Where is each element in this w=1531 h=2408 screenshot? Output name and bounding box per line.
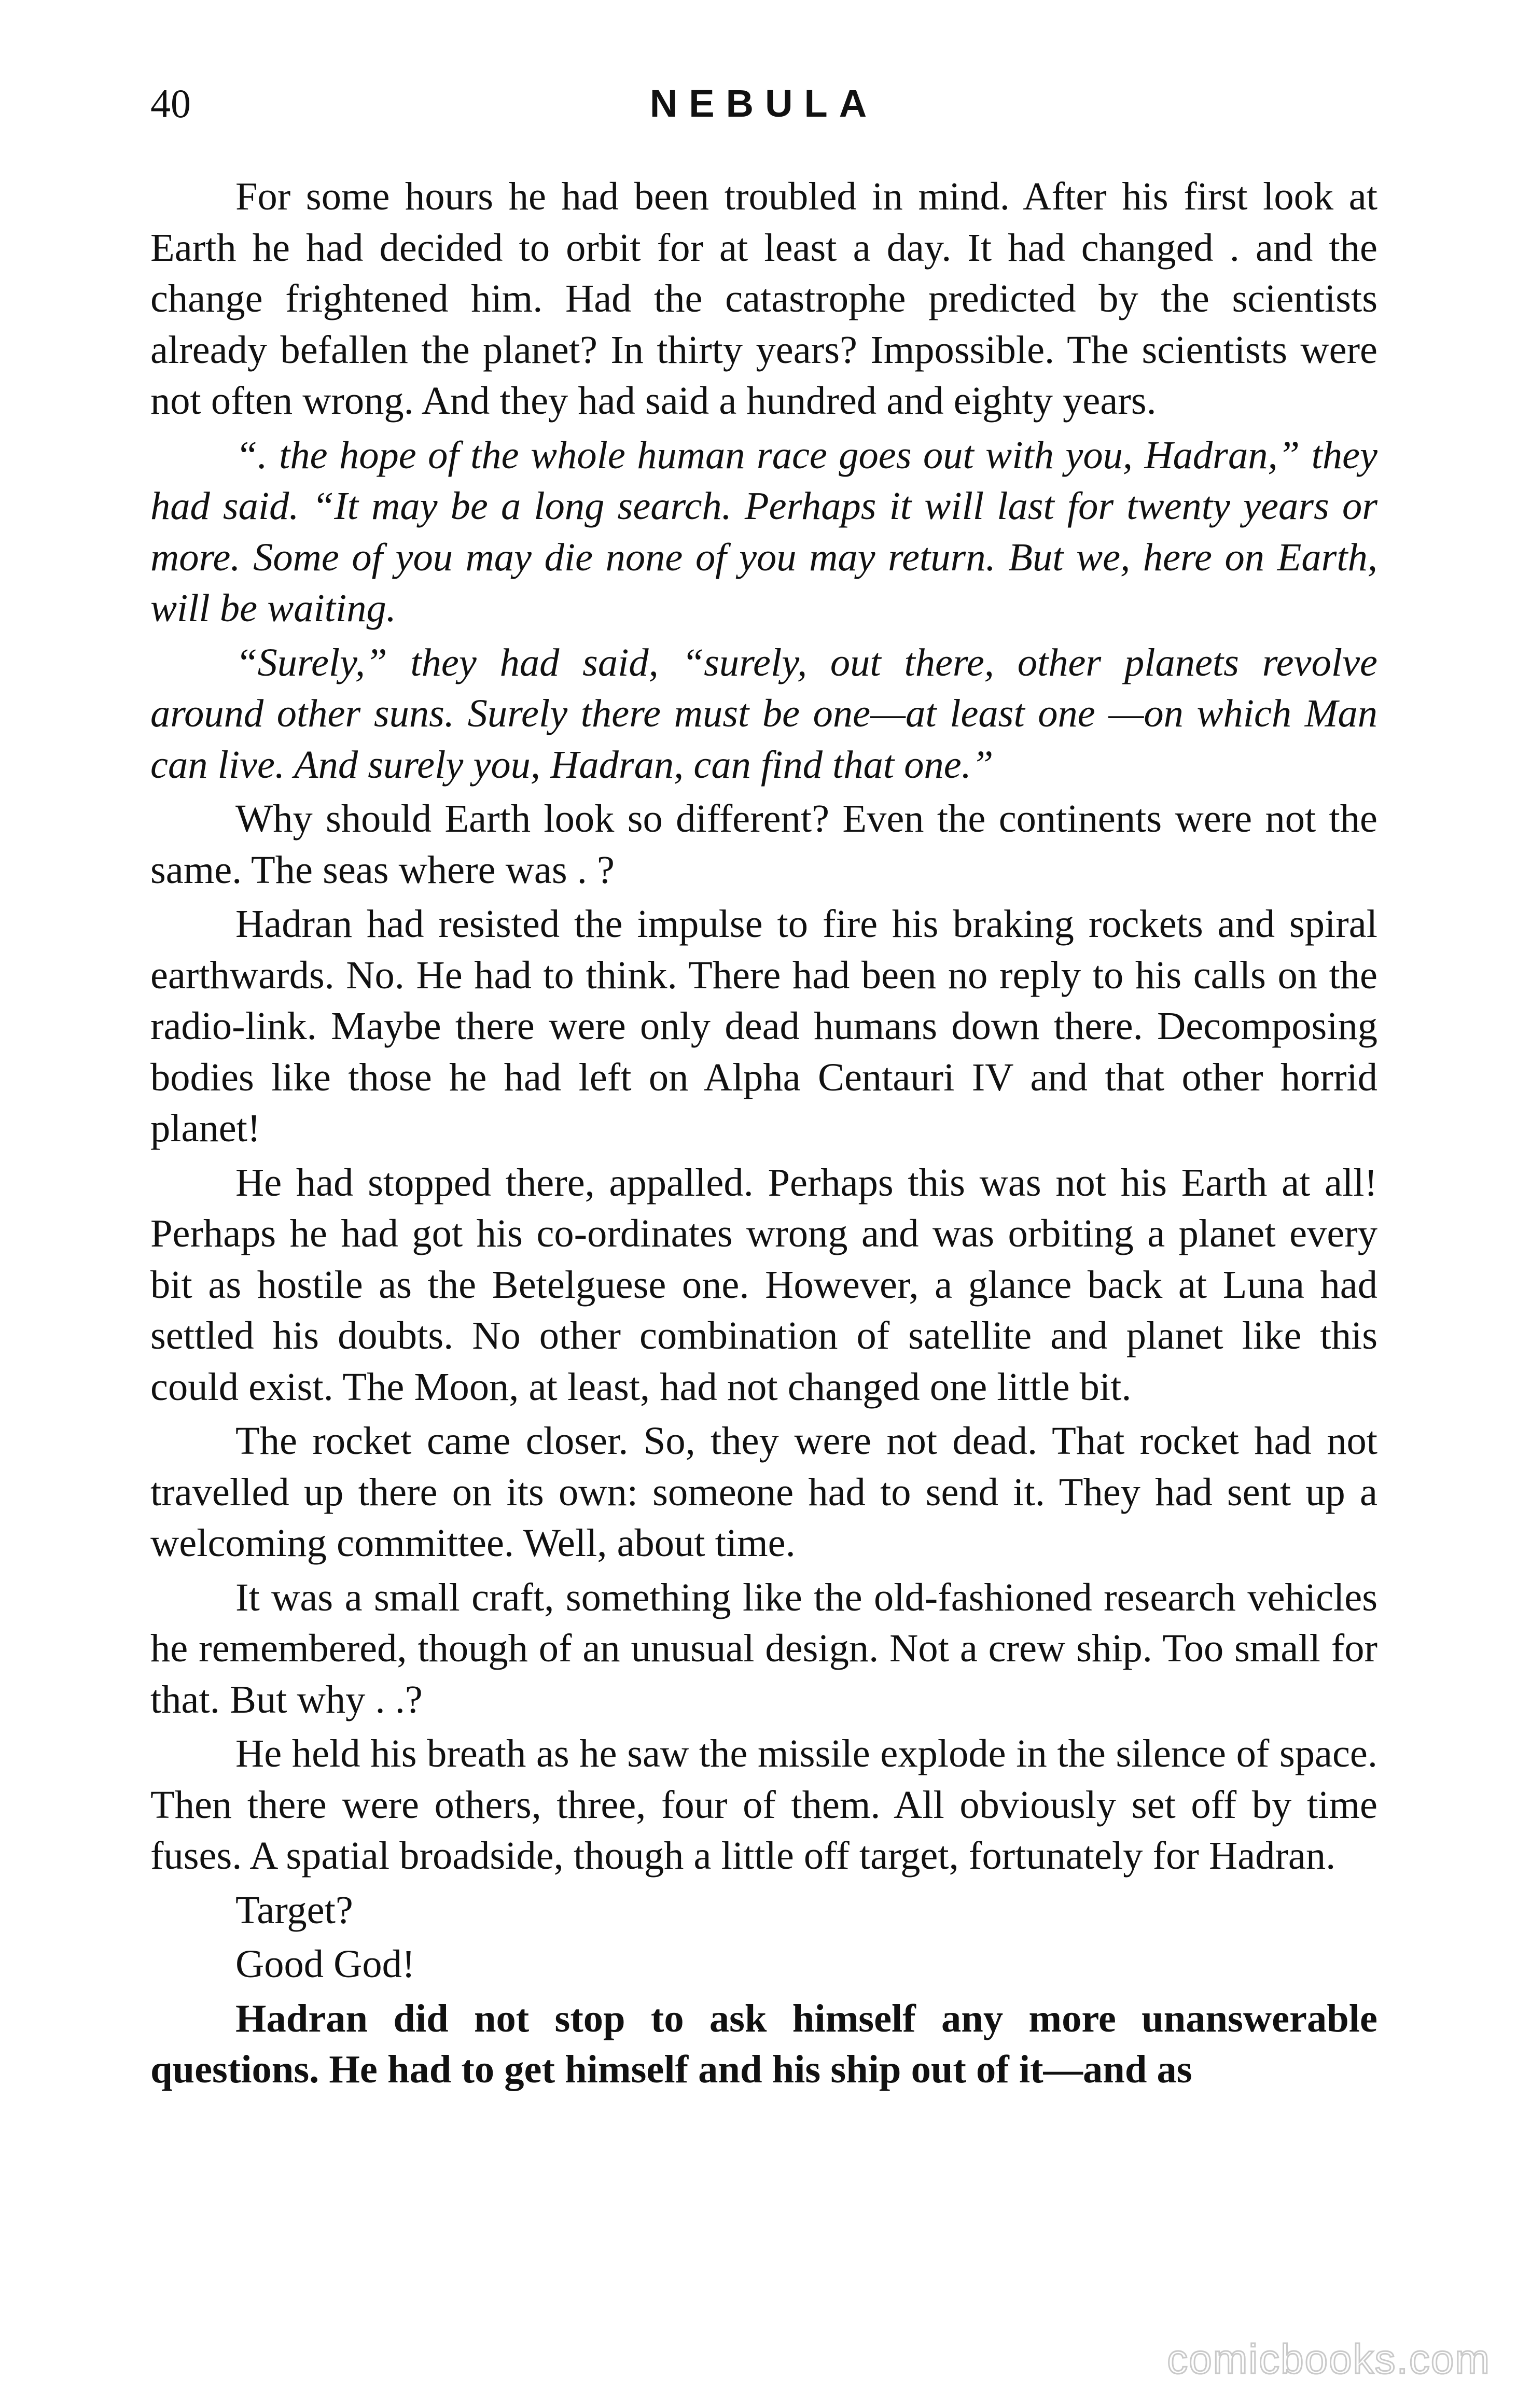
site-watermark: comicbooks.com	[1167, 2336, 1491, 2382]
paragraph: It was a small craft, something like the old-fashioned research vehicles he remembered, though of an unusual design. Not a crew ship. Too small for that. But why . .?	[150, 1575, 1377, 1721]
page-number: 40	[150, 81, 191, 126]
paragraph: Hadran had resisted the impulse to fire his braking rockets and spiral earthwards. No. He had to think. There had been no reply to his calls on the radio-link. Maybe there were only dead humans down there. Decomposing bodies like those he had left on Alpha Centauri IV and that other horrid planet!	[150, 902, 1377, 1150]
paragraph: He held his breath as he saw the missile explode in the silence of space. Then there were others, three, four of them. All obviously set off by time fuses. A spatial broadside, though a little off target, fortunately for Hadran.	[150, 1731, 1377, 1878]
story-body	[150, 171, 1377, 2098]
paragraph: Why should Earth look so different? Even the continents were not the same. The seas where was . ?	[150, 796, 1377, 892]
paragraph-short: Good God!	[235, 1942, 415, 1986]
paragraph-short: Target?	[235, 1887, 353, 1932]
running-title: NEBULA	[649, 82, 879, 125]
page-header	[150, 78, 1377, 135]
paragraph: He had stopped there, appalled. Perhaps this was not his Earth at all! Perhaps he had got his co-ordinates wrong and was orbiting a planet every bit as hostile as the Betelguese one. However, a glance back at Luna had settled his doubts. No other combination of satellite and planet like this could exist. The Moon, at least, had not changed one little bit.	[150, 1160, 1377, 1409]
paragraph-italic-quote: “. the hope of the whole human race goes out with you, Hadran,” they had said. “It may be a long search. Perhaps it will last for twenty years or more. Some of you may die none of you may return. But we, here on Earth, will be waiting.	[150, 432, 1377, 630]
paragraph: The rocket came closer. So, they were not dead. That rocket had not travelled up there on its own: someone had to send it. They had sent up a welcoming committee. Well, about time.	[150, 1419, 1377, 1565]
paragraph-italic-quote: “Surely,” they had said, “surely, out there, other planets revolve around other suns. Surely there must be one—at least one —on which Man can live. And surely you, Hadran, can find that one.”	[150, 640, 1377, 787]
paragraph: For some hours he had been troubled in mind. After his first look at Earth he had decided to orbit for at least a day. It had changed . and the change frightened him. Had the catastrophe predicted by the scientists already befallen the planet? In thirty years? Impossible. The scientists were not often wrong. And they had said a hundred and eighty years.	[150, 174, 1377, 423]
paragraph-bold: Hadran did not stop to ask himself any more unanswerable questions. He had to get himself and his ship out of it—and as	[150, 1996, 1377, 2091]
